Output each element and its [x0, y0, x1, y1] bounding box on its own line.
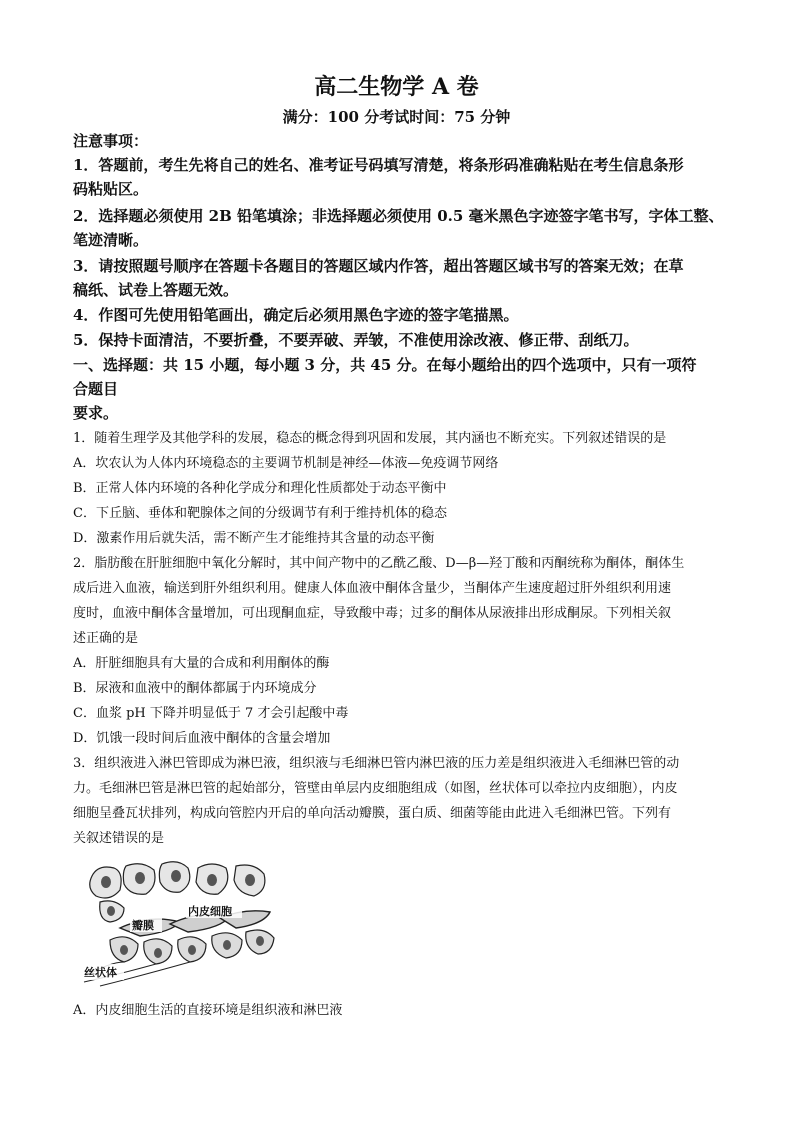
option-b: B．正常人体内环境的各种化学成分和理化性质都处于动态平衡中: [73, 481, 447, 496]
note-line: 4．作图可先使用铅笔画出，确定后必须用黑色字迹的签字笔描黑。: [73, 306, 519, 324]
question-stem: 力。毛细淋巴管是淋巴管的起始部分，管壁由单层内皮细胞组成（如图，丝状体可以牵拉内皮细胞），内皮: [73, 781, 678, 796]
note-line: 1．答题前，考生先将自己的姓名、准考证号码填写清楚，将条形码准确粘贴在考生信息条形: [73, 156, 684, 174]
note-item: [73, 254, 733, 302]
question-stem: 细胞呈叠瓦状排列，构成向管腔内开启的单向活动瓣膜，蛋白质、细菌等能由此进入毛细淋巴管。下列有: [73, 806, 672, 821]
question-stem: 成后进入血液，输送到肝外组织利用。健康人体血液中酮体含量少，当酮体产生速度超过肝外组织利用速: [73, 581, 672, 596]
note-line: 3．请按照题号顺序在答题卡各题目的答题区域内作答，超出答题区域书写的答案无效；在草: [73, 257, 684, 275]
question-stem: 1．随着生理学及其他学科的发展，稳态的概念得到巩固和发展，其内涵也不断充实。下列叙述错误的是: [73, 431, 667, 446]
note-line: 5．保持卡面清洁，不要折叠，不要弄破、弄皱，不准使用涂改液、修正带、刮纸刀。: [73, 331, 639, 349]
exam-subtitle: 满分：100 分考试时间：75 分钟: [282, 108, 511, 126]
note-line: 码粘贴区。: [73, 180, 149, 198]
section-line: 一、选择题：共 15 小题，每小题 3 分，共 45 分。在每小题给出的四个选项中，只有一项符: [73, 356, 697, 374]
exam-title: 高二生物学 A 卷: [314, 74, 479, 100]
question-stem: 2．脂肪酸在肝脏细胞中氧化分解时，其中间产物中的乙酰乙酸、D—β—羟丁酸和丙酮统称为酮体，酮体生: [73, 556, 685, 571]
question-2: [73, 551, 733, 751]
option-c: C．血浆 pH 下降并明显低于 7 才会引起酸中毒: [73, 706, 349, 721]
note-item: [73, 303, 733, 327]
label-endothelial-cell: 内皮细胞: [188, 905, 232, 918]
option-d: D．激素作用后就失活，需不断产生才能维持其含量的动态平衡: [73, 531, 435, 546]
note-item: [73, 204, 733, 252]
question-stem: 述正确的是: [73, 631, 139, 646]
note-line: 稿纸、试卷上答题无效。: [73, 281, 239, 299]
question-3-options: [73, 998, 733, 1023]
option-d: D．饥饿一段时间后血液中酮体的含量会增加: [73, 731, 331, 746]
section-heading: [73, 353, 733, 425]
section-line: 要求。: [73, 404, 119, 422]
section-line: 合题目: [73, 380, 119, 398]
question-3: [73, 751, 733, 851]
label-valve: 瓣膜: [132, 919, 154, 932]
question-stem: 关叙述错误的是: [73, 831, 165, 846]
question-stem: 3．组织液进入淋巴管即成为淋巴液，组织液与毛细淋巴管内淋巴液的压力差是组织液进入毛细淋巴管的动: [73, 756, 680, 771]
label-filament: 丝状体: [84, 966, 117, 979]
option-b: B．尿液和血液中的酮体都属于内环境成分: [73, 681, 317, 696]
option-a: A．肝脏细胞具有大量的合成和利用酮体的酶: [73, 656, 330, 671]
note-item: [73, 153, 733, 201]
option-a: A．内皮细胞生活的直接环境是组织液和淋巴液: [73, 1003, 343, 1018]
option-a: A．坎农认为人体内环境稳态的主要调节机制是神经—体液—免疫调节网络: [73, 456, 499, 471]
question-stem: 度时，血液中酮体含量增加，可出现酮血症，导致酸中毒；过多的酮体从尿液排出形成酮尿。下列相关叙: [73, 606, 672, 621]
note-line: 2．选择题必须使用 2B 铅笔填涂；非选择题必须使用 0.5 毫米黑色字迹签字笔书写，字体工整、: [73, 207, 724, 225]
lymphatic-capillary-figure: [80, 858, 280, 988]
notes-heading: 注意事项：: [73, 132, 149, 150]
question-1: [73, 426, 733, 551]
note-line: 笔迹清晰。: [73, 231, 149, 249]
option-c: C．下丘脑、垂体和靶腺体之间的分级调节有利于维持机体的稳态: [73, 506, 447, 521]
note-item: [73, 328, 733, 352]
